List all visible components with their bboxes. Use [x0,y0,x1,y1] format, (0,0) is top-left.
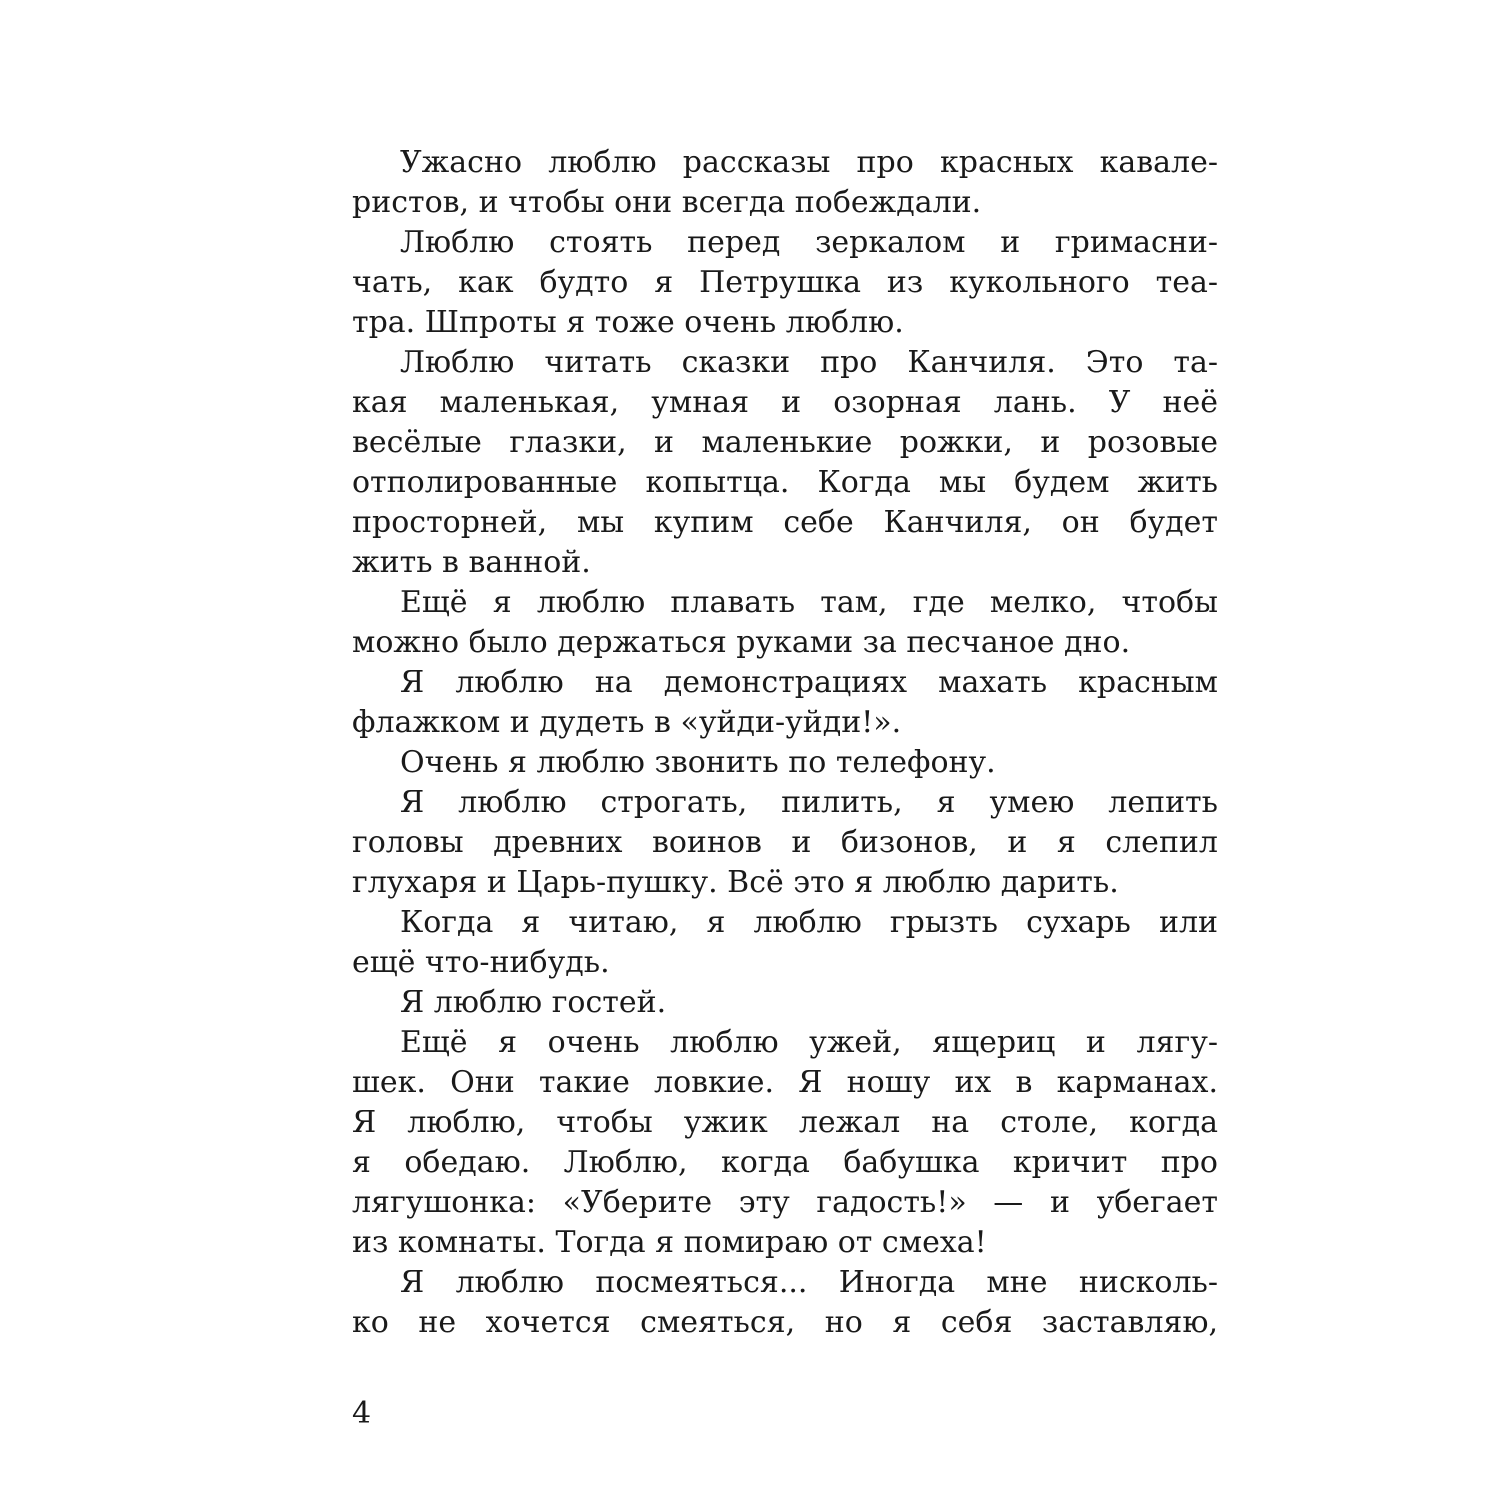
text-line: лягушонка: «Уберите эту гадость!» — и убегает [352,1185,1218,1220]
text-line: глухаря и Царь-пушку. Всё это я люблю дарить. [352,865,1119,900]
text-line: Я люблю, чтобы ужик лежал на столе, когда [352,1105,1218,1140]
text-line: тра. Шпроты я тоже очень люблю. [352,305,904,340]
text-line: Ещё я люблю плавать там, где мелко, чтобы [400,585,1218,620]
text-line: можно было держаться руками за песчаное дно. [352,625,1131,660]
text-line: флажком и дудеть в «уйди-уйди!». [352,705,902,740]
paragraph [352,143,1218,223]
text-line: Ещё я очень люблю ужей, ящериц и лягу- [400,1025,1218,1060]
text-line: чать, как будто я Петрушка из кукольного теа- [352,265,1218,300]
text-line: из комнаты. Тогда я помираю от смеха! [352,1225,987,1260]
text-line: головы древних воинов и бизонов, и я слепил [352,825,1218,860]
text-line: Ужасно люблю рассказы про красных кавале- [400,145,1218,180]
text-line: Я люблю гостей. [400,985,667,1020]
text-line: Очень я люблю звонить по телефону. [400,745,996,780]
text-line: Когда я читаю, я люблю грызть сухарь или [400,905,1218,940]
paragraph [352,1263,1218,1343]
text-line: Я люблю посмеяться... Иногда мне нисколь- [400,1265,1218,1300]
text-line: просторней, мы купим себе Канчиля, он будет [352,505,1218,540]
paragraph [352,663,1218,743]
paragraph [352,343,1218,583]
text-line: жить в ванной. [352,545,591,580]
paragraph [352,1023,1218,1263]
text-line: Я люблю строгать, пилить, я умею лепить [400,785,1218,820]
text-line: Люблю стоять перед зеркалом и гримасни- [400,225,1218,260]
text-line: шек. Они такие ловкие. Я ношу их в карманах. [352,1065,1218,1100]
text-line: я обедаю. Люблю, когда бабушка кричит про [352,1145,1218,1180]
page-number: 4 [352,1396,372,1431]
paragraph [352,783,1218,903]
text-line: Я люблю на демонстрациях махать красным [400,665,1218,700]
paragraph [352,583,1218,663]
text-line: ещё что-нибудь. [352,945,610,980]
text-line: отполированные копытца. Когда мы будем жить [352,465,1218,500]
paragraph [352,903,1218,983]
text-line: ко не хочется смеяться, но я себя заставляю, [352,1305,1218,1340]
text-line: Люблю читать сказки про Канчиля. Это та- [400,345,1218,380]
paragraph [352,983,1218,1023]
paragraph [352,743,1218,783]
page-body [352,143,1218,1343]
text-line: весёлые глазки, и маленькие рожки, и розовые [352,425,1218,460]
paragraph [352,223,1218,343]
text-line: ристов, и чтобы они всегда побеждали. [352,185,982,220]
text-line: кая маленькая, умная и озорная лань. У неё [352,385,1218,420]
